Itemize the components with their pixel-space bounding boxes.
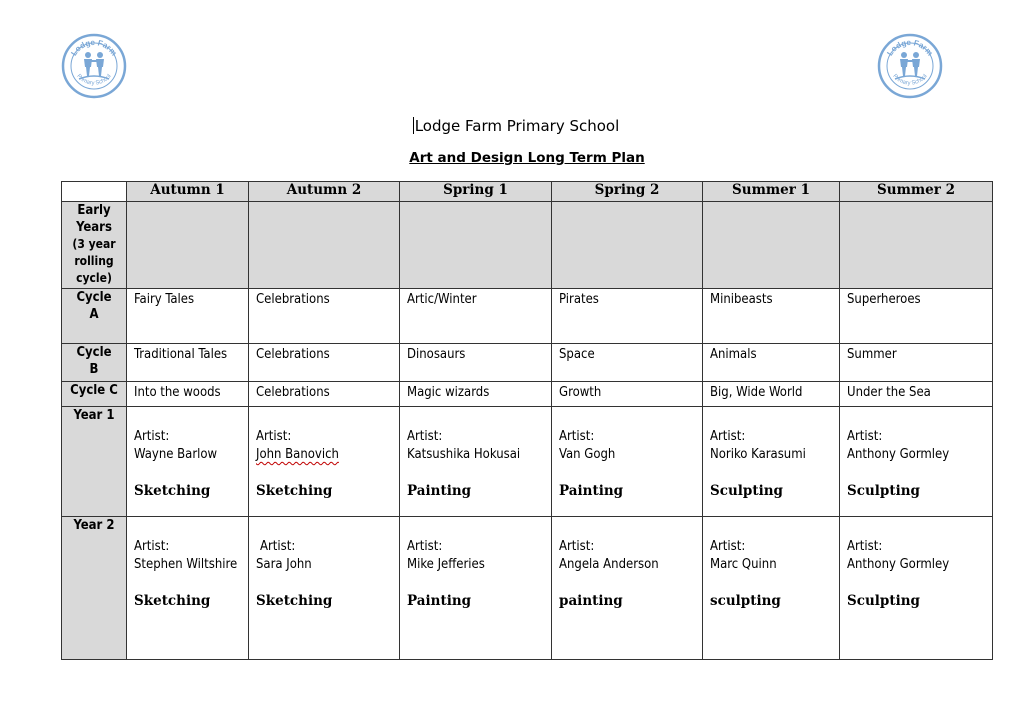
- header-row: [62, 182, 993, 202]
- document-title-text: Lodge Farm Primary School: [414, 117, 620, 135]
- row-header-early-years: [62, 202, 127, 289]
- table-cell[interactable]: Fairy Tales: [127, 289, 249, 344]
- artist-label: Artist:: [559, 539, 595, 554]
- row-header-line: B: [89, 362, 99, 377]
- artist-name: Sara John: [256, 557, 312, 572]
- table-cell[interactable]: Into the woods: [127, 382, 249, 407]
- artist-name: Katsushika Hokusai: [407, 447, 521, 462]
- skill-name: Sketching: [256, 483, 333, 499]
- table-cell[interactable]: Celebrations: [249, 289, 400, 344]
- table-cell[interactable]: Traditional Tales: [127, 344, 249, 382]
- table-cell[interactable]: [552, 202, 703, 289]
- logo-text-bottom: [61, 99, 62, 100]
- school-logo-right: [877, 33, 943, 99]
- table-cell[interactable]: [127, 407, 249, 517]
- artist-label: Artist:: [134, 429, 170, 444]
- artist-name: Anthony Gormley: [847, 447, 950, 462]
- row-header-cycle-b: [62, 344, 127, 382]
- row-header-line: Early: [77, 203, 111, 218]
- logo-text-top: [61, 99, 62, 100]
- table-cell[interactable]: [703, 407, 840, 517]
- artist-name: Angela Anderson: [559, 557, 659, 572]
- table-row-cycle-c: [62, 382, 993, 407]
- svg-text:Primary School: Primary School: [75, 73, 113, 87]
- skill-name: Sculpting: [710, 483, 783, 499]
- artist-label: Artist:: [847, 429, 883, 444]
- table-cell[interactable]: [249, 407, 400, 517]
- artist-name: Marc Quinn: [710, 557, 777, 572]
- table-cell[interactable]: Minibeasts: [703, 289, 840, 344]
- table-cell[interactable]: Pirates: [552, 289, 703, 344]
- table-cell[interactable]: [703, 517, 840, 660]
- row-header-line: rolling: [74, 254, 114, 268]
- table-cell[interactable]: [249, 517, 400, 660]
- table-cell[interactable]: [249, 202, 400, 289]
- skill-name: painting: [559, 593, 623, 609]
- table-row-year-2: [62, 517, 993, 660]
- svg-text:Lodge Farm: Lodge Farm: [885, 37, 935, 58]
- artist-name: Anthony Gormley: [847, 557, 950, 572]
- table-cell[interactable]: Dinosaurs: [400, 344, 552, 382]
- skill-name: Sculpting: [847, 593, 920, 609]
- text-cursor: [413, 117, 414, 134]
- artist-name: Van Gogh: [559, 447, 616, 462]
- table-cell[interactable]: Under the Sea: [840, 382, 993, 407]
- table-cell[interactable]: Summer: [840, 344, 993, 382]
- table-cell[interactable]: Growth: [552, 382, 703, 407]
- skill-name: Painting: [407, 483, 472, 499]
- artist-label: Artist:: [559, 429, 595, 444]
- table-cell[interactable]: [840, 407, 993, 517]
- artist-label: Artist:: [260, 539, 296, 554]
- column-header: Summer 2: [840, 182, 993, 202]
- column-header: Autumn 2: [249, 182, 400, 202]
- svg-text:Lodge Farm: Lodge Farm: [69, 37, 119, 58]
- artist-label: Artist:: [256, 429, 292, 444]
- skill-name: Sketching: [134, 483, 211, 499]
- skill-name: Painting: [407, 593, 472, 609]
- table-cell[interactable]: Superheroes: [840, 289, 993, 344]
- table-cell[interactable]: Animals: [703, 344, 840, 382]
- table-cell[interactable]: Space: [552, 344, 703, 382]
- artist-name: Noriko Karasumi: [710, 447, 806, 462]
- table-cell[interactable]: [400, 202, 552, 289]
- artist-label: Artist:: [407, 539, 443, 554]
- school-logo-icon: [877, 33, 943, 99]
- row-header-cycle-c: Cycle C: [62, 382, 127, 407]
- row-header-line: Years: [76, 220, 112, 235]
- table-cell[interactable]: Artic/Winter: [400, 289, 552, 344]
- row-header-year-2: Year 2: [62, 517, 127, 660]
- artist-name: Wayne Barlow: [134, 447, 218, 462]
- document-title[interactable]: [0, 117, 1032, 135]
- artist-label: Artist:: [710, 429, 746, 444]
- table-cell[interactable]: Celebrations: [249, 382, 400, 407]
- skill-name: Sketching: [256, 593, 333, 609]
- long-term-plan-table: [61, 181, 993, 660]
- document-subtitle: Art and Design Long Term Plan: [409, 150, 645, 166]
- table-cell[interactable]: Magic wizards: [400, 382, 552, 407]
- table-cell[interactable]: [127, 517, 249, 660]
- skill-name: Painting: [559, 483, 624, 499]
- column-header: Summer 1: [703, 182, 840, 202]
- table-cell[interactable]: [127, 202, 249, 289]
- row-header-line: (3 year: [72, 237, 116, 251]
- skill-name: Sculpting: [847, 483, 920, 499]
- artist-label: Artist:: [134, 539, 170, 554]
- column-header: Spring 1: [400, 182, 552, 202]
- table-cell[interactable]: [552, 407, 703, 517]
- school-logo-icon: [61, 33, 127, 99]
- table-row-year-1: [62, 407, 993, 517]
- table-cell[interactable]: [840, 517, 993, 660]
- row-header-line: cycle): [76, 271, 112, 285]
- artist-name: Mike Jefferies: [407, 557, 485, 572]
- table-row-cycle-a: [62, 289, 993, 344]
- row-header-line: Cycle: [76, 345, 112, 360]
- table-row-early-years: [62, 202, 993, 289]
- corner-cell: [62, 182, 127, 202]
- row-header-cycle-a: [62, 289, 127, 344]
- svg-text:Primary School: Primary School: [891, 73, 929, 87]
- column-header: Spring 2: [552, 182, 703, 202]
- artist-name-spellcheck: John Banovich: [256, 447, 339, 462]
- table-cell[interactable]: [400, 407, 552, 517]
- table-cell[interactable]: Big, Wide World: [703, 382, 840, 407]
- table-row-cycle-b: [62, 344, 993, 382]
- row-header-line: Cycle: [76, 290, 112, 305]
- table-cell[interactable]: Celebrations: [249, 344, 400, 382]
- skill-name: sculpting: [710, 593, 781, 609]
- row-header-line: A: [89, 307, 99, 322]
- table-cell[interactable]: [552, 517, 703, 660]
- skill-name: Sketching: [134, 593, 211, 609]
- column-header: Autumn 1: [127, 182, 249, 202]
- table-cell[interactable]: [840, 202, 993, 289]
- artist-label: Artist:: [407, 429, 443, 444]
- artist-label: Artist:: [710, 539, 746, 554]
- artist-name: Stephen Wiltshire: [134, 557, 238, 572]
- school-logo-left: [61, 33, 127, 99]
- artist-label: Artist:: [847, 539, 883, 554]
- table-cell[interactable]: [400, 517, 552, 660]
- table-cell[interactable]: [703, 202, 840, 289]
- row-header-year-1: Year 1: [62, 407, 127, 517]
